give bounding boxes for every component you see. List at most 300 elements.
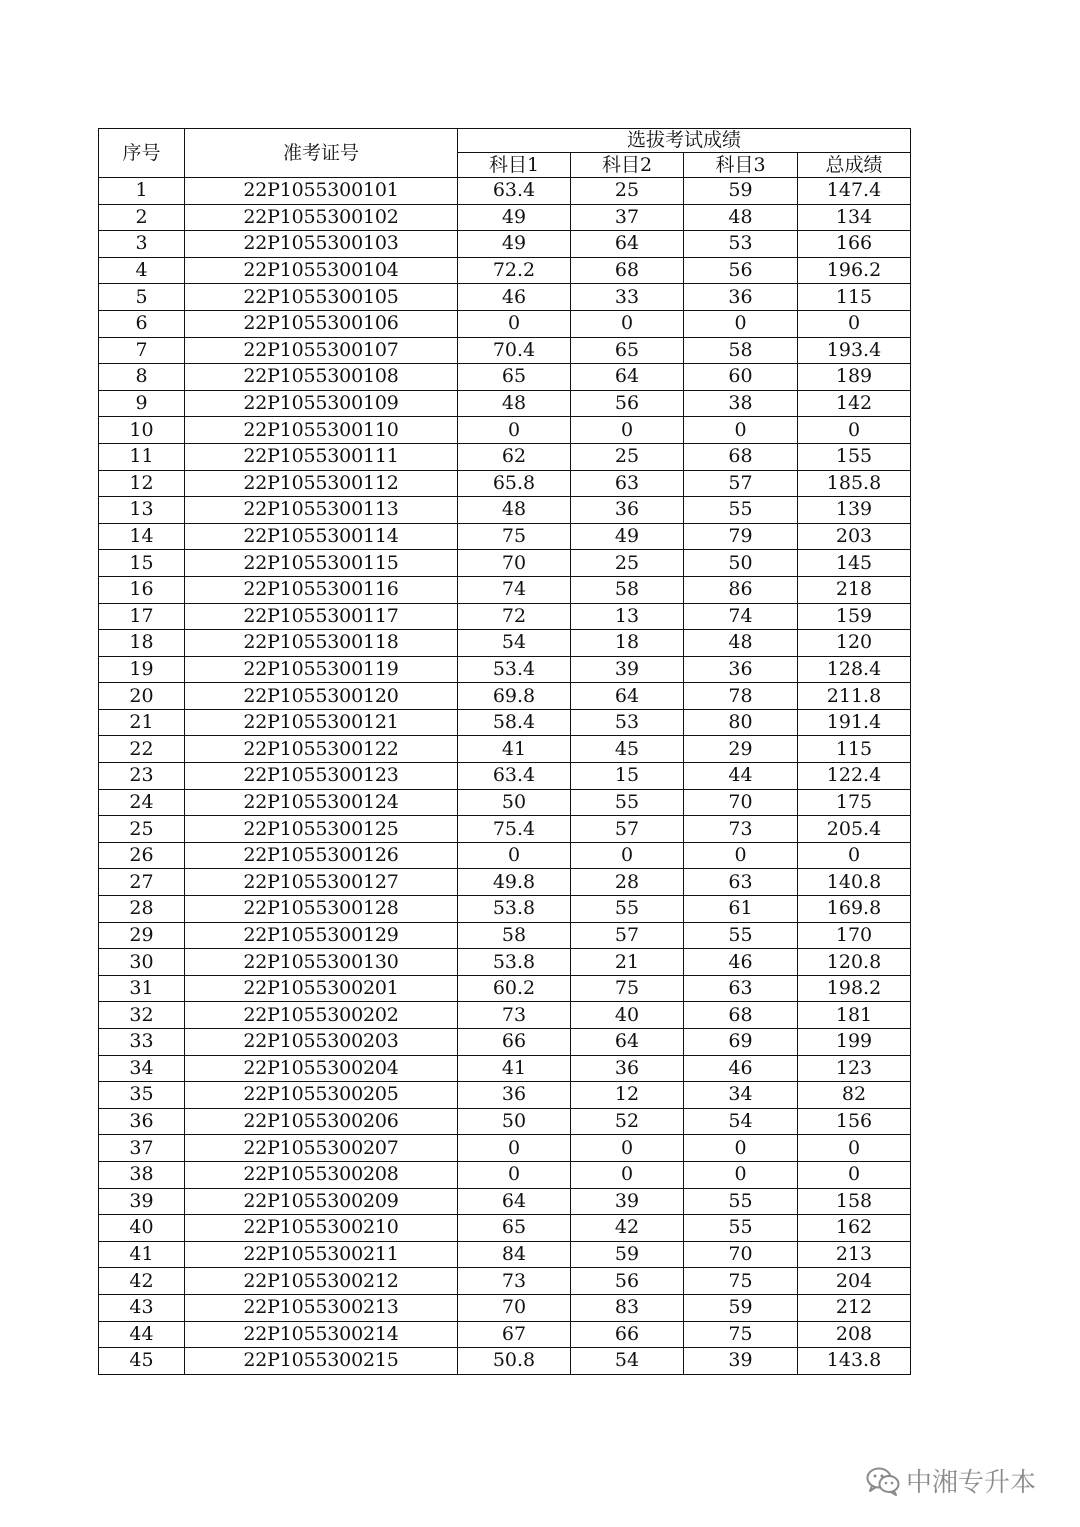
cell-seq: 31 bbox=[99, 975, 185, 1002]
cell-subject2: 25 bbox=[571, 443, 684, 470]
cell-total: 218 bbox=[798, 576, 911, 603]
cell-subject3: 0 bbox=[684, 417, 798, 444]
cell-subject3: 36 bbox=[684, 284, 798, 311]
watermark-text: 中湘专升本 bbox=[906, 1468, 1037, 1498]
table-row bbox=[99, 550, 911, 577]
cell-total: 205.4 bbox=[798, 816, 911, 843]
cell-seq: 38 bbox=[99, 1161, 185, 1188]
cell-subject2: 21 bbox=[571, 949, 684, 976]
cell-subject3: 44 bbox=[684, 763, 798, 790]
table-row bbox=[99, 789, 911, 816]
cell-subject2: 39 bbox=[571, 1188, 684, 1215]
cell-seq: 19 bbox=[99, 656, 185, 683]
cell-subject2: 0 bbox=[571, 1135, 684, 1162]
cell-seq: 29 bbox=[99, 922, 185, 949]
cell-exam-id: 22P1055300113 bbox=[185, 497, 458, 524]
table-row bbox=[99, 1002, 911, 1029]
cell-total: 159 bbox=[798, 603, 911, 630]
table-row bbox=[99, 284, 911, 311]
table-row bbox=[99, 310, 911, 337]
cell-seq: 15 bbox=[99, 550, 185, 577]
cell-subject3: 29 bbox=[684, 736, 798, 763]
cell-total: 123 bbox=[798, 1055, 911, 1082]
cell-seq: 39 bbox=[99, 1188, 185, 1215]
cell-subject3: 38 bbox=[684, 390, 798, 417]
header-subject1: 科目1 bbox=[458, 153, 571, 178]
cell-total: 142 bbox=[798, 390, 911, 417]
cell-seq: 4 bbox=[99, 257, 185, 284]
cell-total: 139 bbox=[798, 497, 911, 524]
cell-seq: 40 bbox=[99, 1215, 185, 1242]
cell-total: 166 bbox=[798, 231, 911, 258]
table-row bbox=[99, 1108, 911, 1135]
cell-subject3: 70 bbox=[684, 789, 798, 816]
cell-total: 199 bbox=[798, 1029, 911, 1056]
cell-exam-id: 22P1055300121 bbox=[185, 709, 458, 736]
cell-subject1: 66 bbox=[458, 1029, 571, 1056]
cell-subject3: 55 bbox=[684, 1215, 798, 1242]
cell-exam-id: 22P1055300130 bbox=[185, 949, 458, 976]
cell-subject3: 61 bbox=[684, 896, 798, 923]
cell-total: 189 bbox=[798, 364, 911, 391]
cell-subject2: 59 bbox=[571, 1241, 684, 1268]
cell-seq: 42 bbox=[99, 1268, 185, 1295]
cell-subject2: 63 bbox=[571, 470, 684, 497]
cell-seq: 35 bbox=[99, 1082, 185, 1109]
cell-subject1: 64 bbox=[458, 1188, 571, 1215]
cell-subject1: 58 bbox=[458, 922, 571, 949]
table-row bbox=[99, 1135, 911, 1162]
cell-subject2: 64 bbox=[571, 1029, 684, 1056]
cell-seq: 27 bbox=[99, 869, 185, 896]
cell-total: 120 bbox=[798, 630, 911, 657]
cell-exam-id: 22P1055300201 bbox=[185, 975, 458, 1002]
cell-subject1: 75.4 bbox=[458, 816, 571, 843]
cell-subject2: 56 bbox=[571, 1268, 684, 1295]
cell-total: 0 bbox=[798, 842, 911, 869]
cell-subject3: 0 bbox=[684, 1135, 798, 1162]
cell-exam-id: 22P1055300101 bbox=[185, 178, 458, 205]
cell-subject3: 74 bbox=[684, 603, 798, 630]
cell-seq: 24 bbox=[99, 789, 185, 816]
cell-exam-id: 22P1055300116 bbox=[185, 576, 458, 603]
cell-subject2: 83 bbox=[571, 1294, 684, 1321]
cell-exam-id: 22P1055300109 bbox=[185, 390, 458, 417]
cell-subject3: 75 bbox=[684, 1268, 798, 1295]
cell-subject2: 55 bbox=[571, 896, 684, 923]
table-row bbox=[99, 842, 911, 869]
cell-subject1: 50 bbox=[458, 1108, 571, 1135]
cell-subject3: 36 bbox=[684, 656, 798, 683]
cell-subject1: 0 bbox=[458, 1161, 571, 1188]
cell-total: 145 bbox=[798, 550, 911, 577]
table-row bbox=[99, 1294, 911, 1321]
cell-subject1: 65.8 bbox=[458, 470, 571, 497]
cell-total: 203 bbox=[798, 523, 911, 550]
cell-seq: 21 bbox=[99, 709, 185, 736]
cell-subject2: 0 bbox=[571, 417, 684, 444]
cell-total: 185.8 bbox=[798, 470, 911, 497]
header-total: 总成绩 bbox=[798, 153, 911, 178]
cell-subject2: 57 bbox=[571, 922, 684, 949]
cell-subject2: 45 bbox=[571, 736, 684, 763]
table-row bbox=[99, 656, 911, 683]
cell-subject1: 48 bbox=[458, 390, 571, 417]
cell-subject3: 79 bbox=[684, 523, 798, 550]
cell-subject3: 0 bbox=[684, 842, 798, 869]
table-row bbox=[99, 1321, 911, 1348]
cell-subject3: 68 bbox=[684, 443, 798, 470]
cell-total: 115 bbox=[798, 284, 911, 311]
cell-subject2: 28 bbox=[571, 869, 684, 896]
cell-seq: 2 bbox=[99, 204, 185, 231]
table-row bbox=[99, 364, 911, 391]
cell-seq: 36 bbox=[99, 1108, 185, 1135]
cell-exam-id: 22P1055300202 bbox=[185, 1002, 458, 1029]
cell-exam-id: 22P1055300117 bbox=[185, 603, 458, 630]
cell-exam-id: 22P1055300128 bbox=[185, 896, 458, 923]
table-row bbox=[99, 443, 911, 470]
cell-subject2: 25 bbox=[571, 178, 684, 205]
cell-subject3: 57 bbox=[684, 470, 798, 497]
cell-subject1: 53.4 bbox=[458, 656, 571, 683]
header-subject3: 科目3 bbox=[684, 153, 798, 178]
cell-seq: 17 bbox=[99, 603, 185, 630]
cell-subject1: 65 bbox=[458, 364, 571, 391]
cell-subject3: 69 bbox=[684, 1029, 798, 1056]
table-row bbox=[99, 709, 911, 736]
cell-subject1: 70 bbox=[458, 550, 571, 577]
cell-subject3: 78 bbox=[684, 683, 798, 710]
table-row bbox=[99, 736, 911, 763]
cell-total: 198.2 bbox=[798, 975, 911, 1002]
cell-subject2: 18 bbox=[571, 630, 684, 657]
cell-total: 196.2 bbox=[798, 257, 911, 284]
cell-total: 120.8 bbox=[798, 949, 911, 976]
cell-subject1: 60.2 bbox=[458, 975, 571, 1002]
cell-subject1: 69.8 bbox=[458, 683, 571, 710]
cell-exam-id: 22P1055300118 bbox=[185, 630, 458, 657]
table-row bbox=[99, 1055, 911, 1082]
cell-total: 191.4 bbox=[798, 709, 911, 736]
table-row bbox=[99, 896, 911, 923]
table-row bbox=[99, 390, 911, 417]
cell-exam-id: 22P1055300126 bbox=[185, 842, 458, 869]
cell-subject2: 54 bbox=[571, 1348, 684, 1375]
table-row bbox=[99, 922, 911, 949]
cell-subject1: 41 bbox=[458, 736, 571, 763]
cell-seq: 18 bbox=[99, 630, 185, 657]
cell-subject1: 70 bbox=[458, 1294, 571, 1321]
score-rows bbox=[99, 178, 911, 1375]
cell-subject3: 73 bbox=[684, 816, 798, 843]
cell-subject2: 0 bbox=[571, 1161, 684, 1188]
cell-subject2: 33 bbox=[571, 284, 684, 311]
cell-subject3: 70 bbox=[684, 1241, 798, 1268]
cell-total: 0 bbox=[798, 1135, 911, 1162]
table-row bbox=[99, 683, 911, 710]
cell-exam-id: 22P1055300208 bbox=[185, 1161, 458, 1188]
cell-subject1: 73 bbox=[458, 1268, 571, 1295]
watermark bbox=[866, 1462, 1036, 1499]
cell-exam-id: 22P1055300119 bbox=[185, 656, 458, 683]
cell-subject1: 53.8 bbox=[458, 896, 571, 923]
cell-subject1: 49.8 bbox=[458, 869, 571, 896]
cell-seq: 44 bbox=[99, 1321, 185, 1348]
cell-subject2: 40 bbox=[571, 1002, 684, 1029]
cell-total: 212 bbox=[798, 1294, 911, 1321]
cell-total: 204 bbox=[798, 1268, 911, 1295]
cell-total: 0 bbox=[798, 1161, 911, 1188]
cell-seq: 33 bbox=[99, 1029, 185, 1056]
table-row bbox=[99, 337, 911, 364]
cell-seq: 6 bbox=[99, 310, 185, 337]
cell-subject2: 0 bbox=[571, 842, 684, 869]
cell-subject1: 50 bbox=[458, 789, 571, 816]
cell-subject1: 49 bbox=[458, 231, 571, 258]
cell-exam-id: 22P1055300204 bbox=[185, 1055, 458, 1082]
cell-exam-id: 22P1055300104 bbox=[185, 257, 458, 284]
cell-exam-id: 22P1055300129 bbox=[185, 922, 458, 949]
cell-subject1: 0 bbox=[458, 310, 571, 337]
cell-exam-id: 22P1055300123 bbox=[185, 763, 458, 790]
cell-subject1: 41 bbox=[458, 1055, 571, 1082]
cell-subject3: 54 bbox=[684, 1108, 798, 1135]
cell-total: 128.4 bbox=[798, 656, 911, 683]
cell-seq: 32 bbox=[99, 1002, 185, 1029]
cell-subject1: 67 bbox=[458, 1321, 571, 1348]
table-row bbox=[99, 603, 911, 630]
cell-seq: 41 bbox=[99, 1241, 185, 1268]
table-row bbox=[99, 1161, 911, 1188]
cell-exam-id: 22P1055300209 bbox=[185, 1188, 458, 1215]
cell-subject2: 25 bbox=[571, 550, 684, 577]
cell-subject2: 0 bbox=[571, 310, 684, 337]
cell-subject3: 63 bbox=[684, 869, 798, 896]
cell-exam-id: 22P1055300103 bbox=[185, 231, 458, 258]
cell-total: 155 bbox=[798, 443, 911, 470]
cell-subject2: 66 bbox=[571, 1321, 684, 1348]
cell-seq: 20 bbox=[99, 683, 185, 710]
table-row bbox=[99, 497, 911, 524]
cell-exam-id: 22P1055300213 bbox=[185, 1294, 458, 1321]
cell-subject3: 0 bbox=[684, 310, 798, 337]
cell-exam-id: 22P1055300110 bbox=[185, 417, 458, 444]
cell-subject2: 53 bbox=[571, 709, 684, 736]
cell-seq: 34 bbox=[99, 1055, 185, 1082]
table-row bbox=[99, 869, 911, 896]
cell-subject2: 15 bbox=[571, 763, 684, 790]
cell-seq: 37 bbox=[99, 1135, 185, 1162]
cell-exam-id: 22P1055300122 bbox=[185, 736, 458, 763]
cell-subject2: 65 bbox=[571, 337, 684, 364]
table-row bbox=[99, 1188, 911, 1215]
cell-subject1: 72.2 bbox=[458, 257, 571, 284]
cell-total: 140.8 bbox=[798, 869, 911, 896]
cell-exam-id: 22P1055300105 bbox=[185, 284, 458, 311]
cell-subject2: 36 bbox=[571, 497, 684, 524]
cell-seq: 3 bbox=[99, 231, 185, 258]
cell-total: 208 bbox=[798, 1321, 911, 1348]
cell-seq: 26 bbox=[99, 842, 185, 869]
cell-subject2: 64 bbox=[571, 683, 684, 710]
cell-total: 122.4 bbox=[798, 763, 911, 790]
cell-seq: 13 bbox=[99, 497, 185, 524]
cell-subject2: 64 bbox=[571, 231, 684, 258]
cell-exam-id: 22P1055300210 bbox=[185, 1215, 458, 1242]
cell-total: 162 bbox=[798, 1215, 911, 1242]
header-seq: 序号 bbox=[99, 129, 185, 178]
cell-subject1: 63.4 bbox=[458, 763, 571, 790]
cell-subject1: 49 bbox=[458, 204, 571, 231]
cell-subject3: 58 bbox=[684, 337, 798, 364]
cell-seq: 30 bbox=[99, 949, 185, 976]
cell-total: 147.4 bbox=[798, 178, 911, 205]
cell-subject3: 55 bbox=[684, 1188, 798, 1215]
cell-subject3: 0 bbox=[684, 1161, 798, 1188]
cell-subject1: 84 bbox=[458, 1241, 571, 1268]
table-row bbox=[99, 630, 911, 657]
table-row bbox=[99, 1241, 911, 1268]
cell-total: 156 bbox=[798, 1108, 911, 1135]
cell-subject3: 55 bbox=[684, 922, 798, 949]
cell-subject1: 54 bbox=[458, 630, 571, 657]
cell-seq: 5 bbox=[99, 284, 185, 311]
cell-subject2: 37 bbox=[571, 204, 684, 231]
cell-seq: 25 bbox=[99, 816, 185, 843]
cell-subject3: 56 bbox=[684, 257, 798, 284]
header-exam-scores-group: 选拔考试成绩 bbox=[458, 129, 911, 153]
cell-subject2: 52 bbox=[571, 1108, 684, 1135]
cell-exam-id: 22P1055300107 bbox=[185, 337, 458, 364]
table-row bbox=[99, 417, 911, 444]
cell-exam-id: 22P1055300206 bbox=[185, 1108, 458, 1135]
wechat-icon bbox=[866, 1466, 900, 1496]
cell-subject2: 57 bbox=[571, 816, 684, 843]
cell-subject2: 42 bbox=[571, 1215, 684, 1242]
cell-subject2: 58 bbox=[571, 576, 684, 603]
scores-table bbox=[98, 128, 911, 1375]
table-row bbox=[99, 204, 911, 231]
cell-subject3: 86 bbox=[684, 576, 798, 603]
cell-total: 0 bbox=[798, 310, 911, 337]
cell-seq: 9 bbox=[99, 390, 185, 417]
cell-subject2: 75 bbox=[571, 975, 684, 1002]
cell-subject2: 13 bbox=[571, 603, 684, 630]
cell-subject2: 39 bbox=[571, 656, 684, 683]
cell-subject1: 72 bbox=[458, 603, 571, 630]
cell-subject3: 48 bbox=[684, 204, 798, 231]
header-subject2: 科目2 bbox=[571, 153, 684, 178]
cell-seq: 7 bbox=[99, 337, 185, 364]
cell-subject1: 74 bbox=[458, 576, 571, 603]
cell-exam-id: 22P1055300114 bbox=[185, 523, 458, 550]
table-row bbox=[99, 763, 911, 790]
cell-subject2: 56 bbox=[571, 390, 684, 417]
cell-exam-id: 22P1055300127 bbox=[185, 869, 458, 896]
cell-exam-id: 22P1055300214 bbox=[185, 1321, 458, 1348]
cell-total: 134 bbox=[798, 204, 911, 231]
table-row bbox=[99, 949, 911, 976]
cell-exam-id: 22P1055300120 bbox=[185, 683, 458, 710]
cell-total: 193.4 bbox=[798, 337, 911, 364]
cell-total: 211.8 bbox=[798, 683, 911, 710]
cell-total: 213 bbox=[798, 1241, 911, 1268]
cell-subject2: 12 bbox=[571, 1082, 684, 1109]
cell-total: 143.8 bbox=[798, 1348, 911, 1375]
cell-subject1: 53.8 bbox=[458, 949, 571, 976]
cell-exam-id: 22P1055300124 bbox=[185, 789, 458, 816]
cell-subject3: 59 bbox=[684, 1294, 798, 1321]
cell-seq: 43 bbox=[99, 1294, 185, 1321]
header-exam-id: 准考证号 bbox=[185, 129, 458, 178]
cell-exam-id: 22P1055300106 bbox=[185, 310, 458, 337]
cell-subject3: 53 bbox=[684, 231, 798, 258]
cell-subject3: 46 bbox=[684, 1055, 798, 1082]
cell-subject1: 73 bbox=[458, 1002, 571, 1029]
cell-subject3: 59 bbox=[684, 178, 798, 205]
cell-subject2: 49 bbox=[571, 523, 684, 550]
cell-exam-id: 22P1055300212 bbox=[185, 1268, 458, 1295]
cell-subject1: 58.4 bbox=[458, 709, 571, 736]
cell-exam-id: 22P1055300115 bbox=[185, 550, 458, 577]
cell-subject3: 80 bbox=[684, 709, 798, 736]
table-row bbox=[99, 470, 911, 497]
cell-subject2: 55 bbox=[571, 789, 684, 816]
table-row bbox=[99, 1348, 911, 1375]
cell-seq: 16 bbox=[99, 576, 185, 603]
cell-subject1: 63.4 bbox=[458, 178, 571, 205]
cell-total: 181 bbox=[798, 1002, 911, 1029]
cell-subject1: 65 bbox=[458, 1215, 571, 1242]
cell-seq: 11 bbox=[99, 443, 185, 470]
cell-subject2: 68 bbox=[571, 257, 684, 284]
cell-subject3: 68 bbox=[684, 1002, 798, 1029]
table-row bbox=[99, 1029, 911, 1056]
cell-exam-id: 22P1055300215 bbox=[185, 1348, 458, 1375]
cell-exam-id: 22P1055300111 bbox=[185, 443, 458, 470]
cell-seq: 28 bbox=[99, 896, 185, 923]
cell-exam-id: 22P1055300205 bbox=[185, 1082, 458, 1109]
table-row bbox=[99, 1268, 911, 1295]
cell-subject1: 0 bbox=[458, 842, 571, 869]
cell-subject3: 48 bbox=[684, 630, 798, 657]
cell-subject3: 39 bbox=[684, 1348, 798, 1375]
cell-seq: 12 bbox=[99, 470, 185, 497]
cell-seq: 45 bbox=[99, 1348, 185, 1375]
cell-seq: 14 bbox=[99, 523, 185, 550]
table-row bbox=[99, 257, 911, 284]
cell-subject3: 63 bbox=[684, 975, 798, 1002]
cell-subject1: 46 bbox=[458, 284, 571, 311]
cell-total: 169.8 bbox=[798, 896, 911, 923]
cell-subject1: 48 bbox=[458, 497, 571, 524]
cell-subject1: 75 bbox=[458, 523, 571, 550]
cell-total: 158 bbox=[798, 1188, 911, 1215]
cell-subject3: 50 bbox=[684, 550, 798, 577]
cell-total: 175 bbox=[798, 789, 911, 816]
cell-total: 0 bbox=[798, 417, 911, 444]
cell-exam-id: 22P1055300203 bbox=[185, 1029, 458, 1056]
cell-subject2: 64 bbox=[571, 364, 684, 391]
table-row bbox=[99, 816, 911, 843]
cell-subject1: 0 bbox=[458, 1135, 571, 1162]
cell-subject3: 46 bbox=[684, 949, 798, 976]
cell-total: 170 bbox=[798, 922, 911, 949]
cell-exam-id: 22P1055300112 bbox=[185, 470, 458, 497]
table-row bbox=[99, 975, 911, 1002]
cell-subject3: 75 bbox=[684, 1321, 798, 1348]
